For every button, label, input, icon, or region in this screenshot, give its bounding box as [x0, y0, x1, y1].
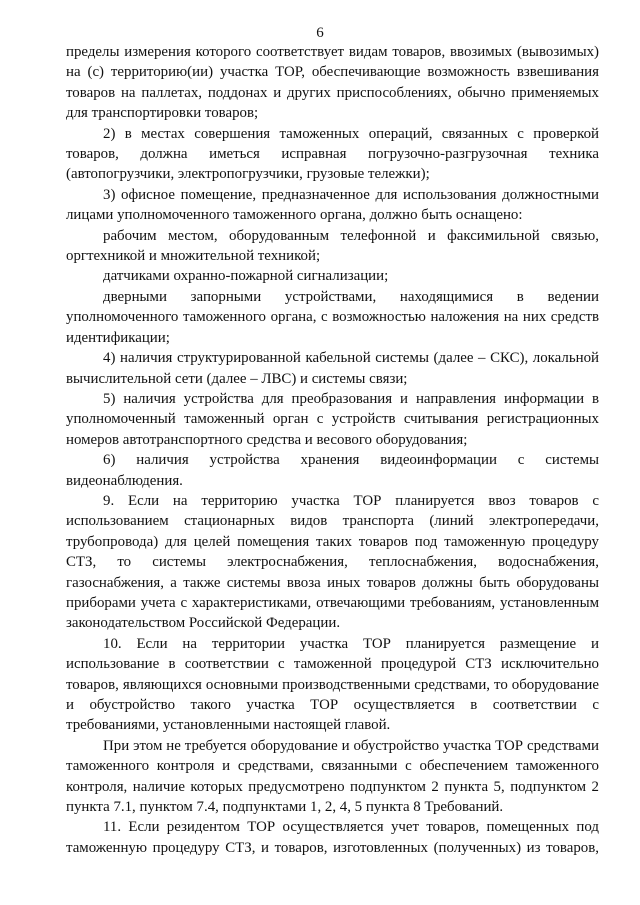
paragraph-item-5-data-transfer: 5) наличия устройства для преобразования и направления информации в уполномоченный таможенный орган с устройств считывания регистрационных номеров автотранспортного средства и весового оборудования;	[66, 390, 599, 448]
document-body	[66, 42, 599, 858]
paragraph-section-11: 11. Если резидентом ТОР осуществляется учет товаров, помещенных под таможенную процедуру СТЗ, и товаров, изготовленных (полученных) из товаров,	[66, 819, 599, 856]
paragraph-item-3-office-room: 3) офисное помещение, предназначенное для использования должностными лицами уполномоченного таможенного органа, должно быть оснащено:	[66, 186, 599, 224]
paragraph-section-10: 10. Если на территории участка ТОР планируется размещение и использование в соответствии с таможенной процедурой СТЗ исключительно товаров, являющихся основными производственными средствами, то оборудование и обустройство такого участка ТОР осуществляется в соответствии с требованиями, установленными настоящей главой.	[66, 635, 599, 734]
paragraph-scales-continuation: пределы измерения которого соответствует видам товаров, ввозимых (вывозимых) на (с) территорию(ии) участка ТОР, обеспечивающие возможность взвешивания товаров на паллетах, поддонах и других приспособлениях, обычно применяемых для транспортировки товаров;	[66, 44, 599, 122]
paragraph-item-4-cabling: 4) наличия структурированной кабельной системы (далее – СКС), локальной вычислительной сети (далее – ЛВС) и системы связи;	[66, 350, 599, 387]
paragraph-exemption: При этом не требуется оборудование и обустройство участка ТОР средствами таможенного контроля и средствами, связанными с обеспечением таможенного контроля, наличие которых предусмотрено подпунктом 2 пункта 5, подпунктом 2 пункта 7.1, пунктом 7.4, подпунктами 1, 2, 4, 5 пункта 8 Требований.	[66, 737, 599, 816]
page-number: 6	[316, 25, 324, 41]
paragraph-door-locks: дверными запорными устройствами, находящимися в ведении уполномоченного таможенного органа, с возможностью наложения на них средств идентификации;	[66, 288, 599, 346]
paragraph-item-2-loading-equipment: 2) в местах совершения таможенных операций, связанных с проверкой товаров, должна иметься исправная погрузочно-разгрузочная техника (автопогрузчики, электропогрузчики, грузовые тележки);	[66, 125, 599, 183]
paragraph-section-9: 9. Если на территорию участка ТОР планируется ввоз товаров с использованием стационарных видов транспорта (линий электропередачи, трубопровода) для целей помещения таких товаров под таможенную процедуру СТЗ, то системы электроснабжения, теплоснабжения, водоснабжения, газоснабжения, а также системы ввоза иных товаров должны быть оборудованы приборами учета с характеристиками, отвечающими требованиям, установленным законодательством Российской Федерации.	[66, 492, 599, 632]
paragraph-fire-alarm: датчиками охранно-пожарной сигнализации;	[103, 268, 389, 285]
paragraph-item-6-video-storage: 6) наличия устройства хранения видеоинформации с системы видеонаблюдения.	[66, 452, 599, 489]
paragraph-workplace: рабочим местом, оборудованным телефонной и факсимильной связью, оргтехникой и множительной техникой;	[66, 227, 599, 265]
